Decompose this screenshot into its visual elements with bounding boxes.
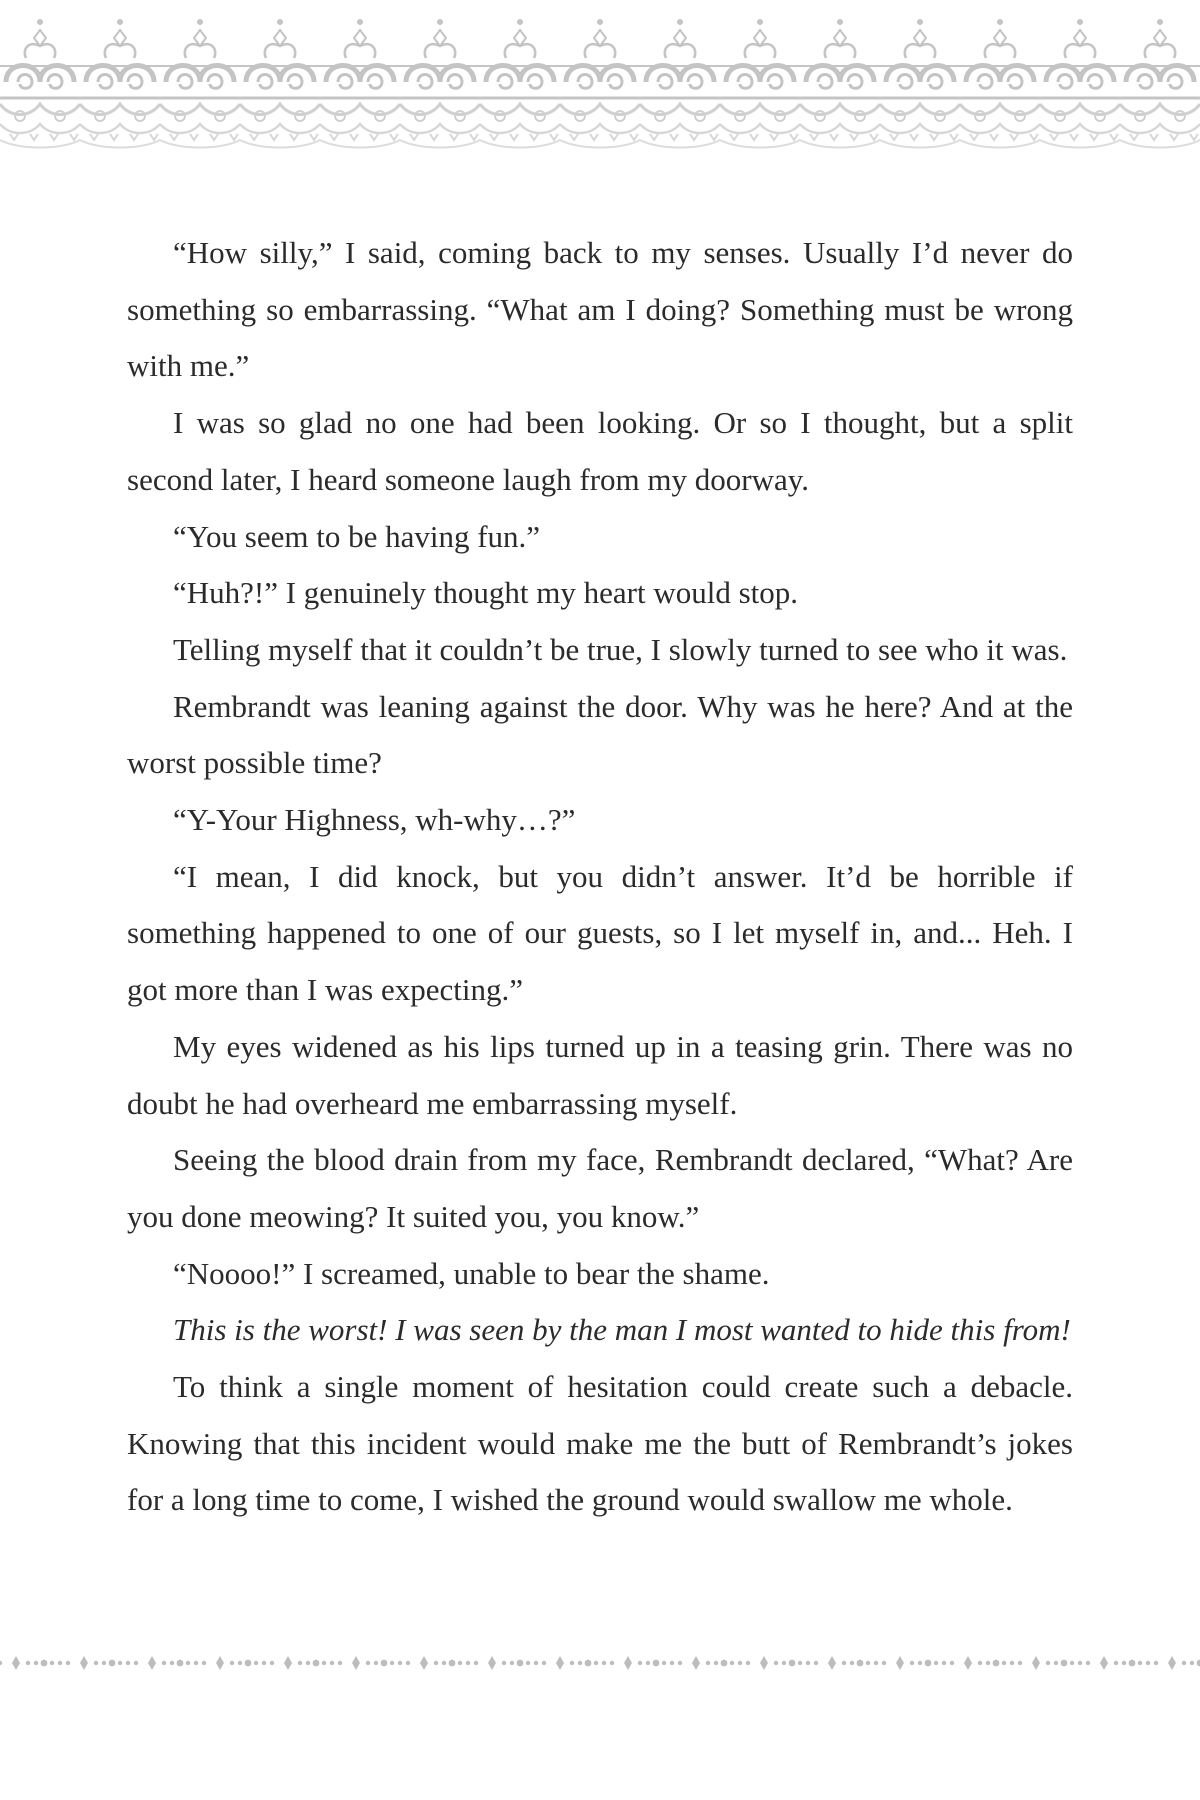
dotted-diamond-border-icon (0, 1652, 1200, 1674)
body-paragraph: “Huh?!” I genuinely thought my heart would stop. (173, 575, 799, 611)
body-paragraph: I was so glad no one had been looking. Or so I thought, but a split second later, I heard someone laugh from my doorway. (127, 405, 1073, 497)
page-body-text (127, 225, 1073, 1529)
body-paragraph: “How silly,” I said, coming back to my senses. Usually I’d never do something so embarrassing. “What am I doing? Something must be wrong with me.” (127, 235, 1073, 384)
lace-border-ornament-icon (0, 0, 1200, 160)
body-paragraph: “Noooo!” I screamed, unable to bear the shame. (173, 1255, 770, 1291)
body-paragraph: “You seem to be having fun.” (173, 518, 541, 554)
body-paragraph: Telling myself that it couldn’t be true, I slowly turned to see who it was. (173, 631, 1068, 667)
body-paragraph: “I mean, I did knock, but you didn’t answer. It’d be horrible if something happened to one of our guests, so I let myself in, and... Heh. I got more than I was expecting.” (127, 858, 1073, 1008)
body-paragraph: Rembrandt was leaning against the door. Why was he here? And at the worst possible time? (127, 688, 1073, 781)
body-paragraph: This is the worst! I was seen by the man I most wanted to hide this from! (173, 1312, 1071, 1348)
body-paragraph: “Y-Your Highness, wh-why…?” (173, 802, 576, 838)
body-paragraph: Seeing the blood drain from my face, Rembrandt declared, “What? Are you done meowing? It suited you, you know.” (127, 1142, 1073, 1234)
body-paragraph: To think a single moment of hesitation could create such a debacle. Knowing that this incident would make me the butt of Rembrandt’s jokes for a long time to come, I wished the ground would swallow me whole. (127, 1369, 1073, 1518)
body-paragraph: My eyes widened as his lips turned up in a teasing grin. There was no doubt he had overheard me embarrassing myself. (127, 1028, 1073, 1121)
